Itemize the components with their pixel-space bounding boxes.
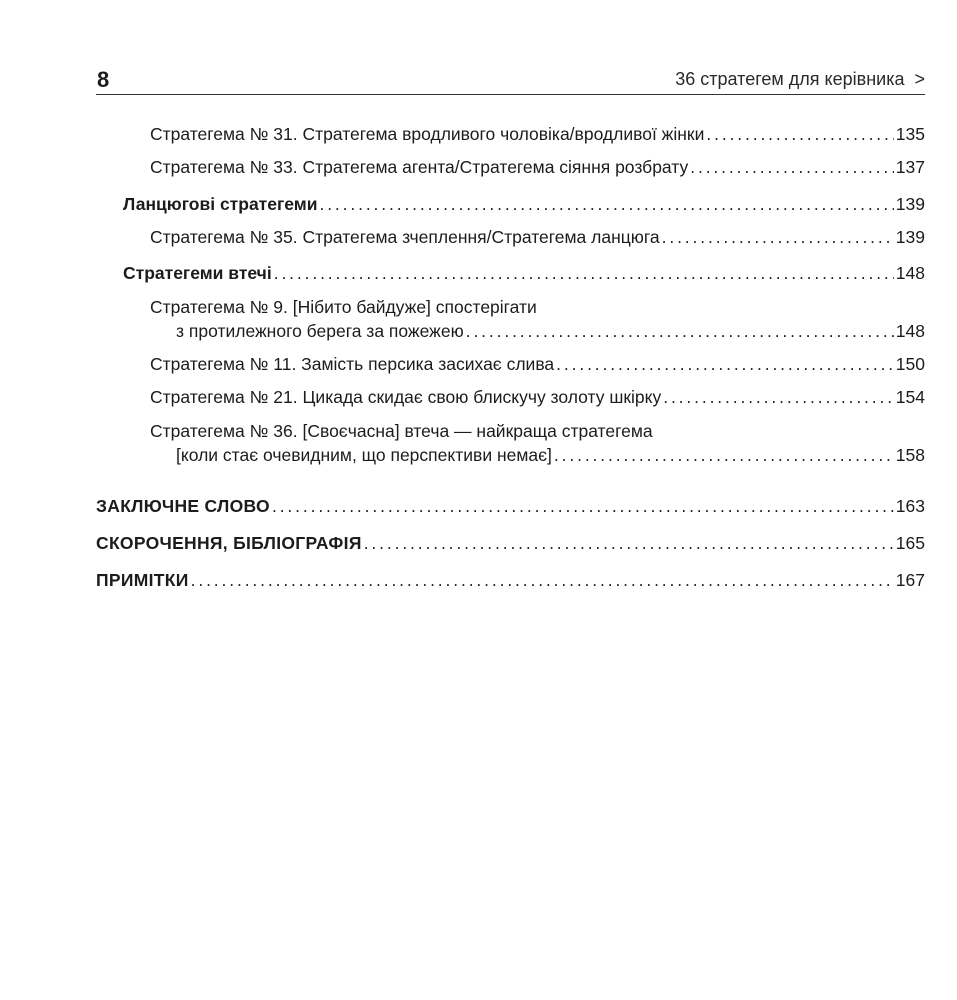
toc-entry-title: Стратегема № 33. Стратегема агента/Стратегема сіяння розбрату xyxy=(150,157,689,177)
toc-entry xyxy=(96,352,925,376)
toc-leader xyxy=(272,494,894,518)
toc-entry-page: 137 xyxy=(895,157,925,177)
toc-section-entry xyxy=(96,261,925,285)
toc-entry-page: 135 xyxy=(895,124,925,144)
toc-entry-page: 139 xyxy=(895,227,925,247)
toc-leader xyxy=(466,319,894,343)
toc-section-title: Стратегеми втечі xyxy=(123,263,272,283)
header-rule xyxy=(96,94,925,95)
toc-leader xyxy=(274,261,894,285)
toc-entry-page: 154 xyxy=(895,387,925,407)
running-head xyxy=(675,66,925,92)
toc-multiline-entry xyxy=(96,419,925,467)
toc-leader xyxy=(319,192,893,216)
toc-entry xyxy=(96,122,925,146)
toc-entry-page: 163 xyxy=(895,496,925,516)
table-of-contents xyxy=(96,122,925,592)
toc-entry-title: Стратегема № 35. Стратегема зчеплення/Стратегема ланцюга xyxy=(150,227,660,247)
toc-leader xyxy=(663,385,894,409)
toc-entry-page: 139 xyxy=(895,194,925,214)
toc-leader xyxy=(690,155,894,179)
toc-entry-title: Стратегема № 21. Цикада скидає свою блискучу золоту шкірку xyxy=(150,387,662,407)
toc-entry-title: Стратегема № 9. [Нібито байдуже] спостерігати xyxy=(150,297,537,317)
toc-chapter-entry xyxy=(96,494,925,518)
toc-entry-title-cont: [коли стає очевидним, що перспективи немає] xyxy=(176,445,552,465)
toc-entry xyxy=(96,225,925,249)
toc-entry-continuation xyxy=(96,319,925,343)
toc-leader xyxy=(191,568,894,592)
toc-chapter-title: ЗАКЛЮЧНЕ СЛОВО xyxy=(96,496,270,516)
toc-entry-title-cont: з протилежного берега за пожежею xyxy=(176,321,464,341)
toc-leader xyxy=(556,352,894,376)
toc-entry-page: 148 xyxy=(895,321,925,341)
running-head-title: 36 стратегем для керівника xyxy=(675,69,905,89)
toc-entry-continuation xyxy=(96,443,925,467)
toc-leader xyxy=(706,122,893,146)
toc-entry-page: 165 xyxy=(895,533,925,553)
toc-entry-title: Стратегема № 11. Замість персика засихає слива xyxy=(150,354,555,374)
toc-chapter-title: ПРИМІТКИ xyxy=(96,570,189,590)
toc-entry-page: 150 xyxy=(895,354,925,374)
toc-entry xyxy=(96,385,925,409)
toc-section-title: Ланцюгові стратегеми xyxy=(123,194,318,214)
page-number: 8 xyxy=(97,67,110,92)
toc-entry-title: Стратегема № 36. [Своєчасна] втеча — найкраща стратегема xyxy=(150,421,653,441)
toc-chapter-entry xyxy=(96,531,925,555)
toc-leader xyxy=(662,225,894,249)
toc-section-entry xyxy=(96,192,925,216)
toc-entry-title: Стратегема № 31. Стратегема вродливого чоловіка/вродливої жінки xyxy=(150,124,705,144)
toc-entry xyxy=(96,155,925,179)
toc-leader xyxy=(554,443,894,467)
toc-chapter-entry xyxy=(96,568,925,592)
toc-chapter-title: СКОРОЧЕННЯ, БІБЛІОГРАФІЯ xyxy=(96,533,362,553)
toc-entry-page: 158 xyxy=(895,445,925,465)
toc-entry-page: 167 xyxy=(895,570,925,590)
toc-entry-page: 148 xyxy=(895,263,925,283)
toc-multiline-entry xyxy=(96,295,925,343)
toc-leader xyxy=(364,531,894,555)
chevron-right-icon: > xyxy=(914,69,925,89)
